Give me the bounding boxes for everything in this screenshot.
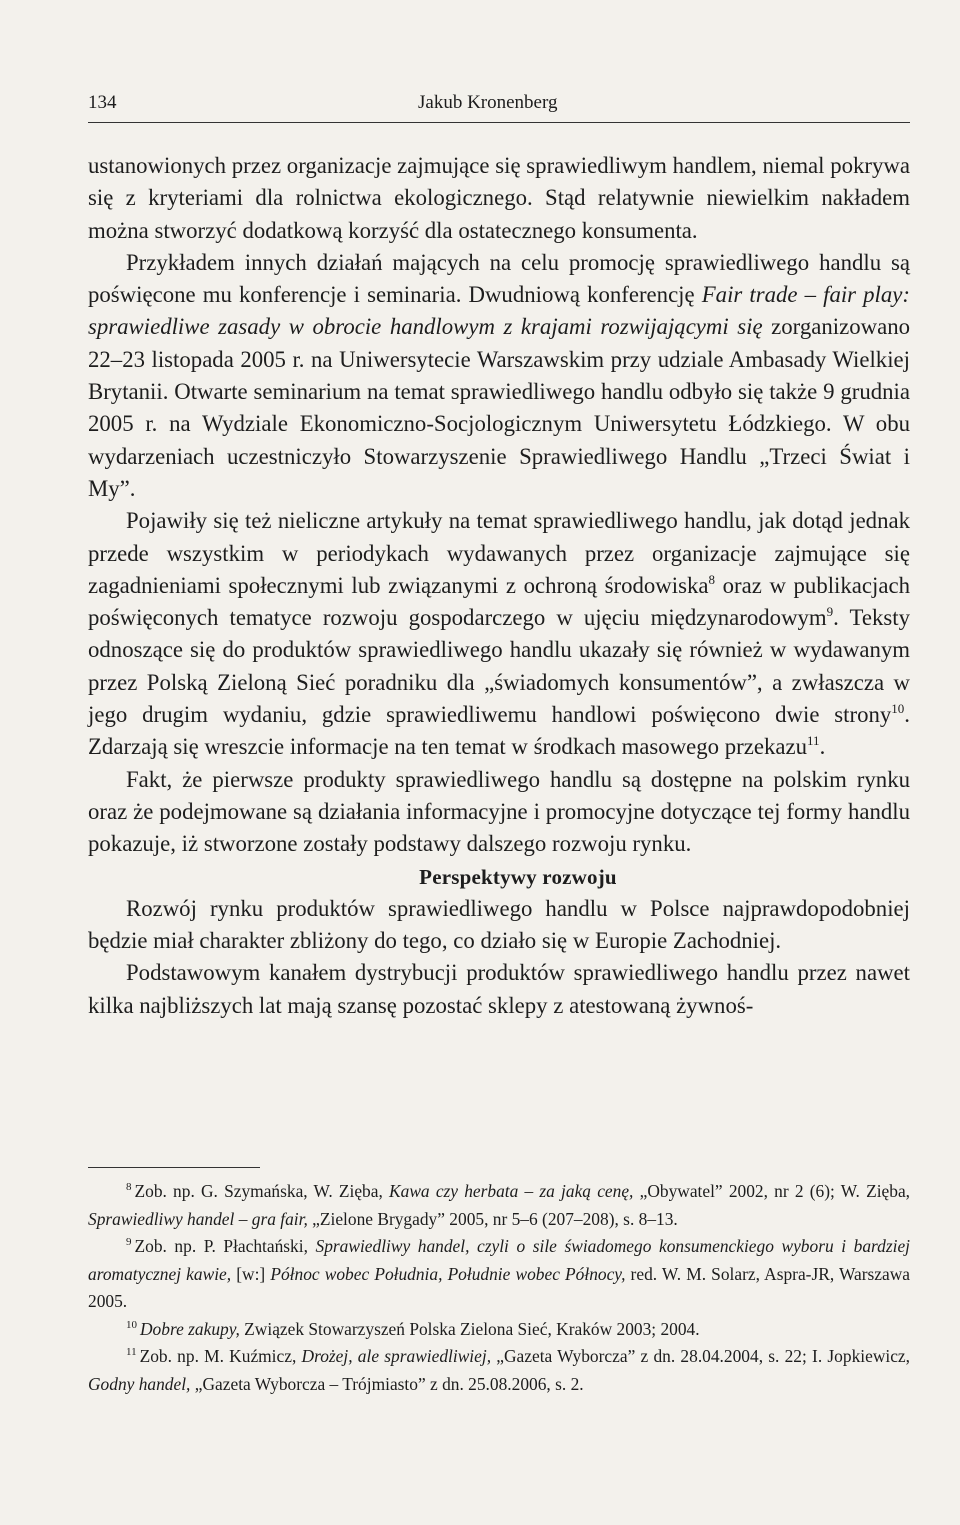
text-run: Zob. np. P. Płachtański, <box>134 1236 316 1256</box>
text-run: Przykładem innych działań mających na celu promocję sprawiedliwego handlu są poświęcone mu konferencje i seminaria. Dwudniową konferencję <box>88 249 910 308</box>
footnote-number: 8 <box>126 1181 132 1193</box>
footnote-number: 10 <box>126 1318 137 1331</box>
footnote-ref-10[interactable]: 10 <box>891 701 905 717</box>
footnote-divider <box>88 1167 260 1168</box>
text-run: . <box>819 734 826 760</box>
text-run: oraz w publikacjach poświęconych tematyce rozwoju gospodarczego w ujęciu międzynarodowym <box>88 572 910 631</box>
running-title: Jakub Kronenberg <box>418 92 558 113</box>
section-heading: Perspektywy rozwoju <box>419 864 617 889</box>
text-run: Pojawiły się też nieliczne artykuły na temat sprawiedliwego handlu, jak dotąd jednak przede wszystkim w periodykach wydawanych przez organizacje zajmujące się zagadnieniami społecznymi lub związanymi z ochroną środowiska <box>88 508 910 598</box>
cited-title: Dobre zakupy, <box>140 1318 240 1339</box>
page-header <box>88 92 910 123</box>
footnote-number: 9 <box>126 1236 132 1248</box>
paragraph-6: Podstawowym kanałem dystrybucji produktów sprawiedliwego handlu przez nawet kilka najbliższych lat mają szansę pozostać sklepy z atestowaną żywnoś- <box>88 960 910 1018</box>
text-run: . Teksty odnoszące się do produktów sprawiedliwego handlu ukazały się również w wydawanym przez Polską Zieloną Sieć poradniku dla „świadomych konsumentów”, a zwłaszcza w jego drugim wydaniu, gdzie sprawiedliwemu handlowi poświęcono dwie strony <box>88 605 910 728</box>
text-run: „Gazeta Wyborcza – Trójmiasto” z dn. 25.08.2006, s. 2. <box>190 1373 584 1394</box>
footnote-10 <box>88 1316 910 1344</box>
text-run: zorganizowano 22–23 listopada 2005 r. na Uniwersytecie Warszawskim przy udziale Ambasady Wielkiej Brytanii. Otwarte seminarium na temat sprawiedliwego handlu odbyło się także 9 grudnia 2005 r. na Wydziale Ekonomiczno-Socjologicznym Uniwersytetu Łódzkiego. W obu wydarzeniach uczestniczyło Stowarzyszenie Sprawiedliwego Handlu „Trzeci Świat i My”. <box>88 314 910 501</box>
text-run: Związek Stowarzyszeń Polska Zielona Sieć, Kraków 2003; 2004. <box>239 1318 700 1339</box>
text-run: Zob. np. G. Szymańska, W. Zięba, <box>134 1181 390 1201</box>
paragraph-3 <box>88 505 910 763</box>
paragraph-5: Rozwój rynku produktów sprawiedliwego handlu w Polsce najprawdopodobniej będzie miał charakter zbliżony do tego, co działo się w Europie Zachodniej. <box>88 895 910 954</box>
paragraph-4: Fakt, że pierwsze produkty sprawiedliwego handlu są dostępne na polskim rynku oraz że podejmowane są działania informacyjne i promocyjne dotyczące tej formy handlu pokazuje, iż stworzone zostały podstawy dalszego rozwoju rynku. <box>88 766 910 857</box>
paragraph-1: ustanowionych przez organizacje zajmujące się sprawiedliwym handlem, niemal pokrywa się z kryteriami dla rolnictwa ekologicznego. Stąd relatywnie niewielkim nakładem można stworzyć dodatkową korzyść dla ostatecznego konsumenta. <box>88 153 910 243</box>
footnote-number: 11 <box>126 1346 137 1358</box>
text-run: [w:] <box>231 1263 271 1284</box>
footnote-ref-9[interactable]: 9 <box>826 604 834 620</box>
footnote-9 <box>88 1233 910 1316</box>
text-run: Zob. np. M. Kuźmicz, <box>139 1346 302 1366</box>
footnote-ref-11[interactable]: 11 <box>807 733 820 749</box>
text-run: . Zdarzają się wreszcie informacje na ten temat w środkach masowego przekazu <box>88 702 910 760</box>
text-run: „Gazeta Wyborcza” z dn. 28.04.2004, s. 22; I. Jopkiewicz, <box>491 1346 910 1366</box>
paragraph-2 <box>88 247 910 505</box>
text-run: „Obywatel” 2002, nr 2 (6); W. Zięba, <box>633 1181 911 1201</box>
footnote-ref-8[interactable]: 8 <box>708 571 715 587</box>
footnote-8 <box>88 1178 910 1233</box>
cited-title: Kawa czy herbata – za jaką cenę, <box>389 1181 634 1201</box>
footnotes <box>88 1178 910 1398</box>
text-run: red. W. M. Solarz, Aspra-JR, Warszawa 2005. <box>88 1263 911 1311</box>
cited-title: Sprawiedliwy handel, czyli o sile świadomego konsumenckiego wyboru i bardziej aromatycznej kawie, <box>88 1236 910 1284</box>
page-number: 134 <box>88 92 117 113</box>
conference-title: Fair trade – fair play: sprawiedliwe zasady w obrocie handlowym z krajami rozwijającymi się <box>88 282 910 340</box>
text-run: „Zielone Brygady” 2005, nr 5–6 (207–208), s. 8–13. <box>307 1208 678 1229</box>
cited-title: Sprawiedliwy handel – gra fair, <box>88 1208 308 1229</box>
cited-title: Godny handel, <box>88 1373 191 1394</box>
main-text <box>88 150 910 1022</box>
cited-title: Drożej, ale sprawiedliwiej, <box>301 1346 492 1366</box>
footnote-11 <box>88 1343 910 1398</box>
cited-title: Północ wobec Południa, Południe wobec Północy, <box>270 1263 626 1284</box>
